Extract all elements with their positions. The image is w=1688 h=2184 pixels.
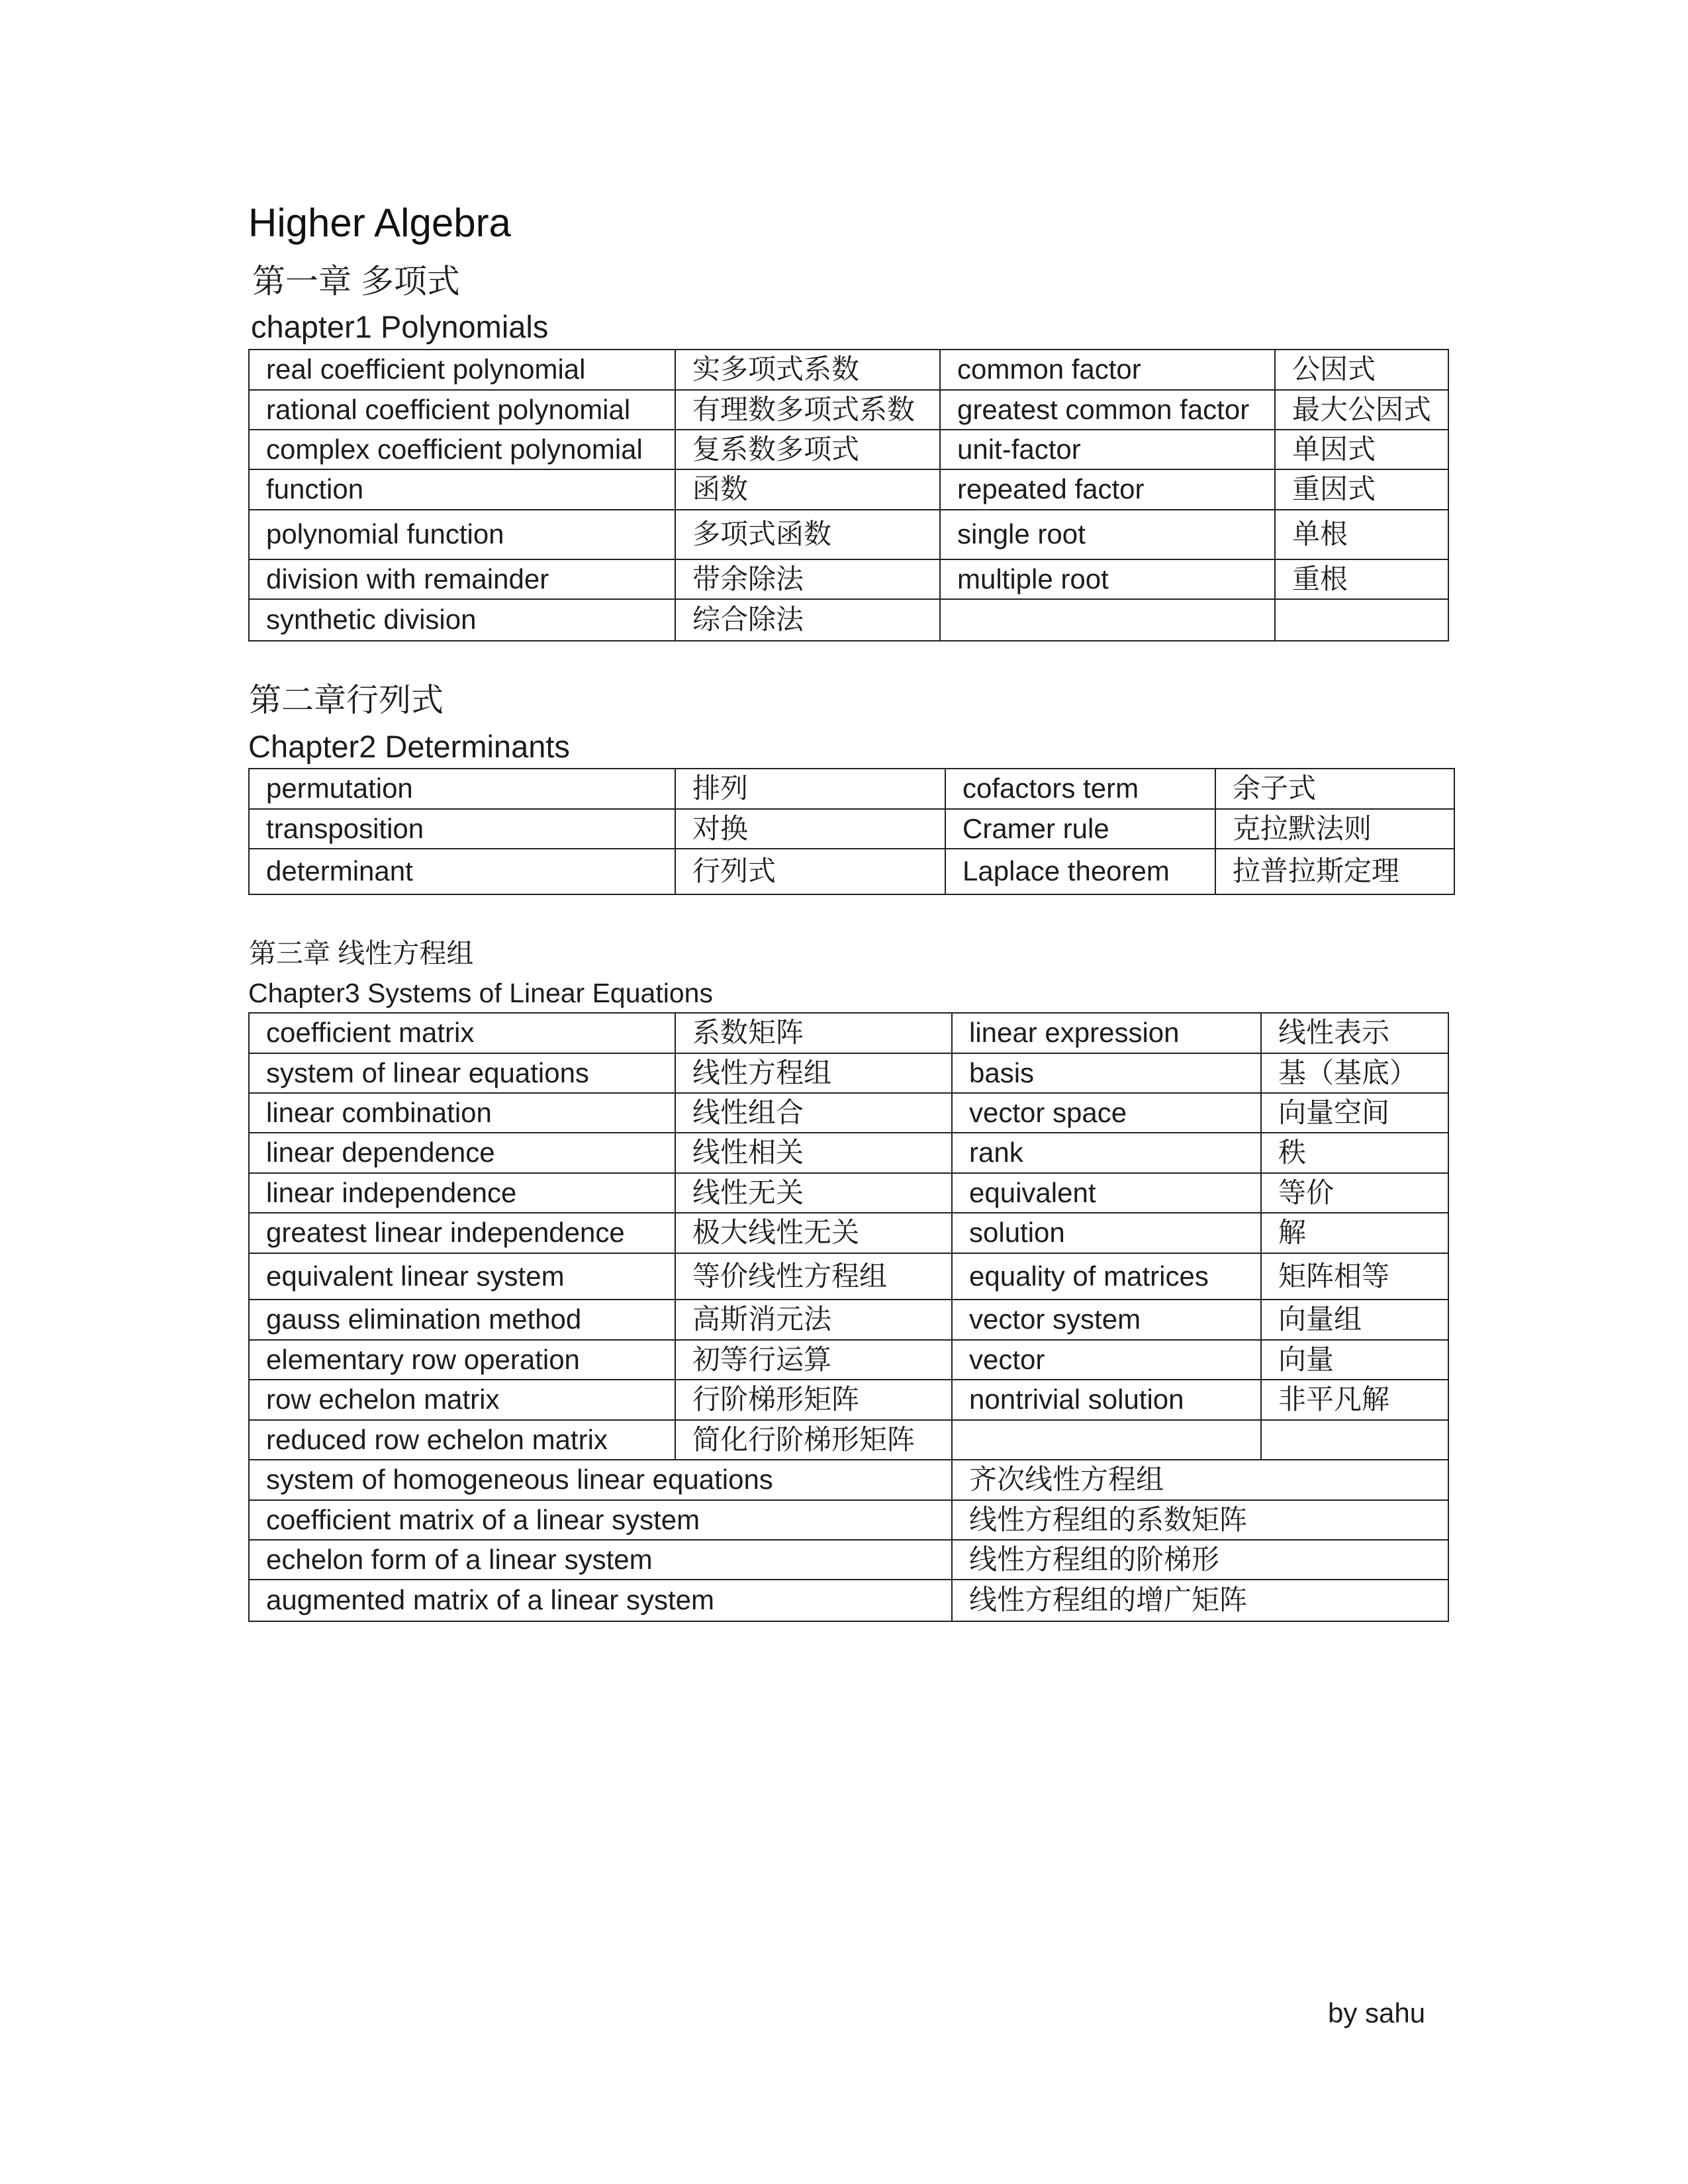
term-chinese: 线性组合 [675,1093,952,1133]
term-english: determinant [249,849,675,894]
term-chinese: 带余除法 [675,559,940,599]
term-english: elementary row operation [249,1340,675,1380]
empty-cell [952,1420,1261,1460]
term-english: system of linear equations [249,1053,675,1093]
author-credit: by sahu [1328,1997,1426,2028]
term-english: equivalent linear system [249,1253,675,1300]
term-english: linear dependence [249,1133,675,1173]
term-english: coefficient matrix [249,1013,675,1053]
empty-cell [1275,599,1448,641]
term-english: linear expression [952,1013,1261,1053]
term-chinese: 综合除法 [675,599,940,641]
term-english: Laplace theorem [945,849,1215,894]
term-chinese: 线性无关 [675,1173,952,1213]
term-english: equality of matrices [952,1253,1261,1300]
term-english: permutation [249,769,675,809]
term-english: reduced row echelon matrix [249,1420,675,1460]
term-chinese: 有理数多项式系数 [675,390,940,430]
term-english: division with remainder [249,559,675,599]
chapter3-heading-english: Chapter3 Systems of Linear Equations [248,978,713,1008]
term-english: multiple root [940,559,1275,599]
term-english: polynomial function [249,510,675,559]
term-chinese: 复系数多项式 [675,430,940,469]
term-chinese: 单根 [1275,510,1448,559]
term-chinese: 公因式 [1275,350,1448,390]
term-english: nontrivial solution [952,1380,1261,1420]
term-chinese: 行列式 [675,849,945,894]
term-english: Cramer rule [945,809,1215,849]
term-chinese: 对换 [675,809,945,849]
term-chinese: 解 [1261,1213,1448,1253]
term-english: system of homogeneous linear equations [249,1460,952,1500]
table-row-wide [249,1540,1448,1580]
table-row [249,1380,1448,1420]
chapter2-glossary-table [248,768,1455,895]
term-chinese: 线性方程组 [675,1053,952,1093]
term-english: vector space [952,1093,1261,1133]
table-row [249,1053,1448,1093]
term-chinese: 单因式 [1275,430,1448,469]
term-chinese: 向量空间 [1261,1093,1448,1133]
term-english: linear combination [249,1093,675,1133]
term-english: greatest linear independence [249,1213,675,1253]
term-english: greatest common factor [940,390,1275,430]
term-english: rational coefficient polynomial [249,390,675,430]
table-row [249,559,1448,599]
term-chinese: 线性表示 [1261,1013,1448,1053]
chapter1-heading-chinese: 第一章 多项式 [252,263,460,300]
table-row [249,809,1454,849]
term-chinese: 系数矩阵 [675,1013,952,1053]
table-row-wide [249,1580,1448,1621]
term-chinese: 线性方程组的阶梯形 [952,1540,1448,1580]
chapter1-heading-english: chapter1 Polynomials [251,309,549,344]
term-english: linear independence [249,1173,675,1213]
term-english: echelon form of a linear system [249,1540,952,1580]
term-english: gauss elimination method [249,1300,675,1340]
table-row [249,350,1448,390]
term-english: rank [952,1133,1261,1173]
term-chinese: 高斯消元法 [675,1300,952,1340]
term-english: repeated factor [940,469,1275,510]
term-english: basis [952,1053,1261,1093]
term-chinese: 最大公因式 [1275,390,1448,430]
empty-cell [940,599,1275,641]
term-english: synthetic division [249,599,675,641]
term-chinese: 多项式函数 [675,510,940,559]
chapter2-heading-chinese: 第二章行列式 [249,683,444,718]
term-chinese: 初等行运算 [675,1340,952,1380]
term-english: common factor [940,350,1275,390]
term-chinese: 重因式 [1275,469,1448,510]
term-chinese: 克拉默法则 [1215,809,1454,849]
table-row [249,769,1454,809]
term-chinese: 简化行阶梯形矩阵 [675,1420,952,1460]
table-row [249,1093,1448,1133]
term-english: coefficient matrix of a linear system [249,1500,952,1540]
term-english: function [249,469,675,510]
term-english: vector system [952,1300,1261,1340]
term-english: unit-factor [940,430,1275,469]
table-row [249,430,1448,469]
term-chinese: 函数 [675,469,940,510]
term-chinese: 线性相关 [675,1133,952,1173]
term-chinese: 齐次线性方程组 [952,1460,1448,1500]
term-english: equivalent [952,1173,1261,1213]
chapter2-heading-english: Chapter2 Determinants [248,729,570,764]
table-row [249,1133,1448,1173]
term-english: vector [952,1340,1261,1380]
term-english: row echelon matrix [249,1380,675,1420]
term-chinese: 等价线性方程组 [675,1253,952,1300]
chapter3-heading-chinese: 第三章 线性方程组 [249,938,474,969]
table-row [249,469,1448,510]
term-chinese: 向量组 [1261,1300,1448,1340]
term-english: transposition [249,809,675,849]
chapter1-glossary-table [248,349,1449,641]
term-chinese: 拉普拉斯定理 [1215,849,1454,894]
term-chinese: 矩阵相等 [1261,1253,1448,1300]
table-row [249,1173,1448,1213]
chapter3-glossary-table [248,1012,1449,1622]
table-row [249,1340,1448,1380]
term-chinese: 向量 [1261,1340,1448,1380]
term-english: solution [952,1213,1261,1253]
table-row [249,1420,1448,1460]
table-row [249,390,1448,430]
term-chinese: 排列 [675,769,945,809]
term-english: cofactors term [945,769,1215,809]
term-chinese: 极大线性无关 [675,1213,952,1253]
term-chinese: 余子式 [1215,769,1454,809]
term-chinese: 基（基底） [1261,1053,1448,1093]
term-english: single root [940,510,1275,559]
term-chinese: 重根 [1275,559,1448,599]
term-chinese: 等价 [1261,1173,1448,1213]
term-chinese: 秩 [1261,1133,1448,1173]
term-chinese: 实多项式系数 [675,350,940,390]
table-row [249,1300,1448,1340]
term-english: complex coefficient polynomial [249,430,675,469]
table-row-wide [249,1500,1448,1540]
term-chinese: 线性方程组的系数矩阵 [952,1500,1448,1540]
term-chinese: 行阶梯形矩阵 [675,1380,952,1420]
table-row [249,1253,1448,1300]
table-row-wide [249,1460,1448,1500]
table-row [249,510,1448,559]
term-chinese: 非平凡解 [1261,1380,1448,1420]
term-english: augmented matrix of a linear system [249,1580,952,1621]
term-chinese: 线性方程组的增广矩阵 [952,1580,1448,1621]
table-row [249,1213,1448,1253]
empty-cell [1261,1420,1448,1460]
table-row [249,599,1448,641]
table-row [249,849,1454,894]
document-title: Higher Algebra [248,201,511,245]
table-row [249,1013,1448,1053]
term-english: real coefficient polynomial [249,350,675,390]
